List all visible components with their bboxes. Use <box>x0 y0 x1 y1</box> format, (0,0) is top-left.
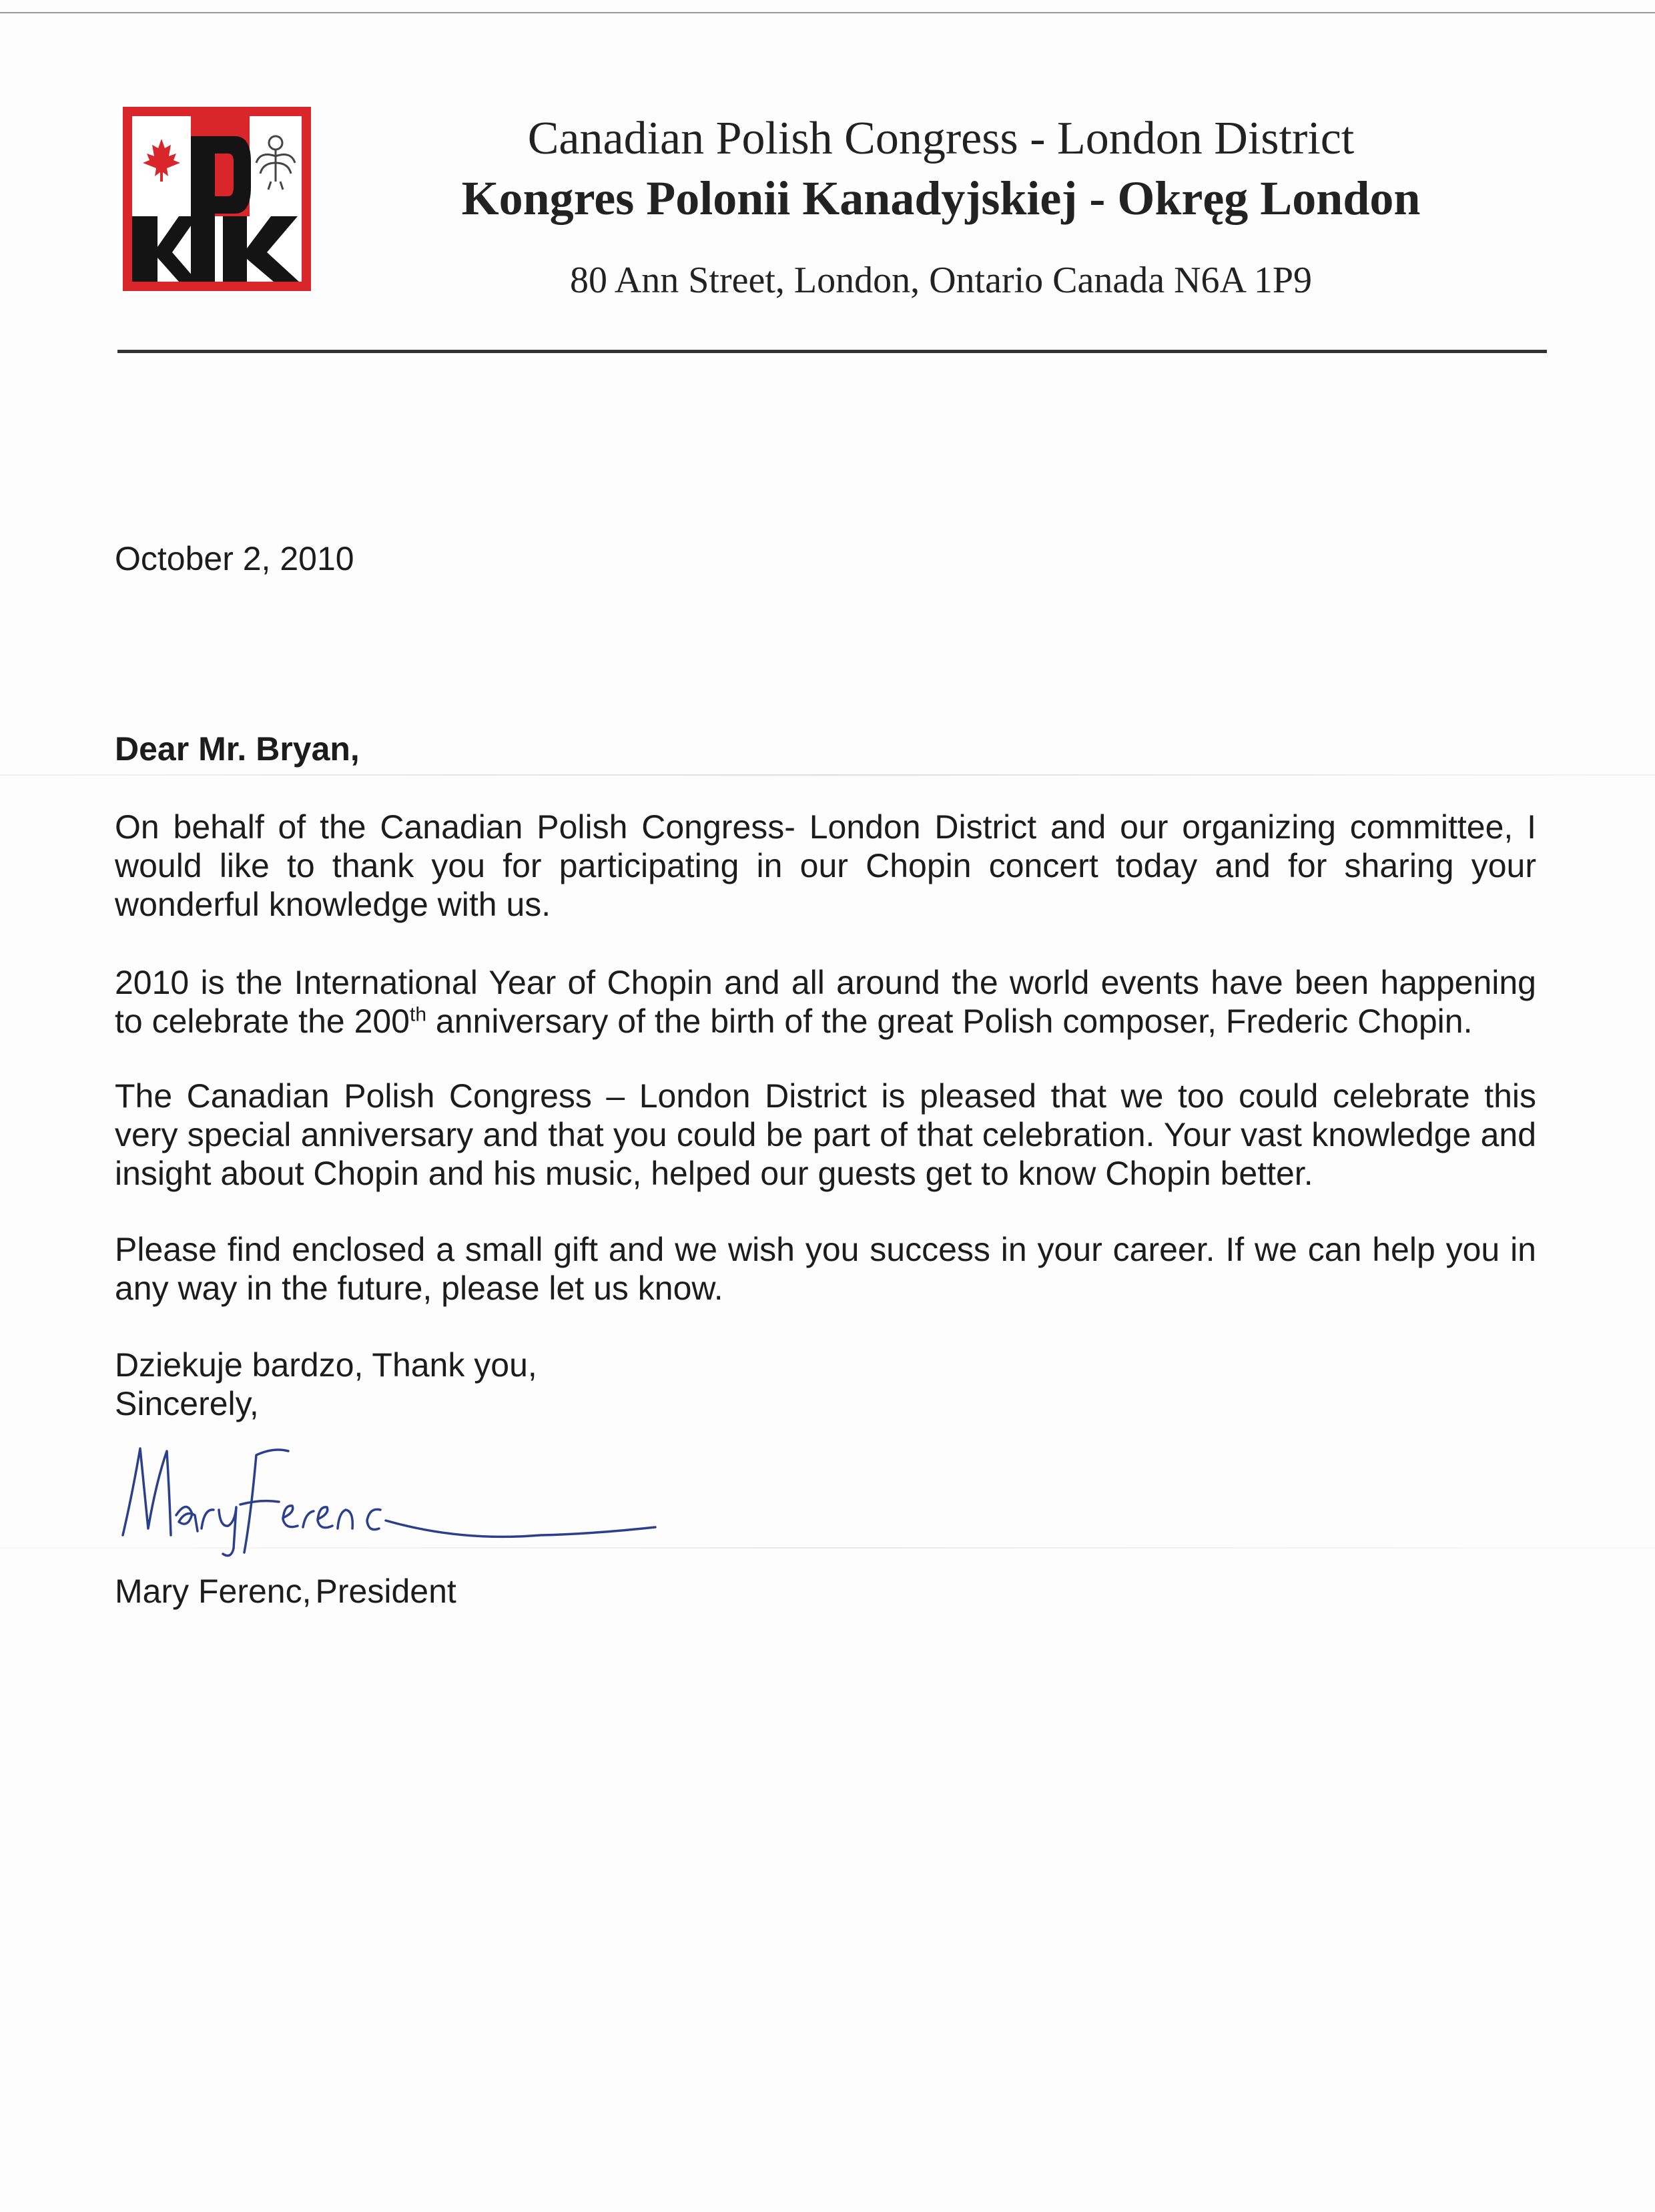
org-address: 80 Ann Street, London, Ontario Canada N6A 1P9 <box>569 260 1313 301</box>
ordinal-superscript: th <box>410 1003 427 1026</box>
closing-thanks: Dziekuje bardzo, Thank you, <box>115 1346 537 1384</box>
org-name-english: Canadian Polish Congress - London District <box>527 113 1355 164</box>
closing-sincerely: Sincerely, <box>115 1385 259 1422</box>
kpk-logo <box>123 107 311 291</box>
fold-crease <box>0 774 1655 776</box>
paragraph-2-text-b: anniversary of the birth of the great Polish composer, Frederic Chopin. <box>426 1003 1473 1040</box>
paragraph-2 <box>115 963 1536 1041</box>
scan-edge-line <box>0 12 1655 13</box>
letterhead-divider <box>117 350 1547 353</box>
letter-date: October 2, 2010 <box>115 540 354 577</box>
org-name-polish: Kongres Polonii Kanadyjskiej - Okręg London <box>461 172 1421 225</box>
fold-crease-lower <box>0 1547 1655 1549</box>
paragraph-1: On behalf of the Canadian Polish Congress- London District and our organizing committee, I would like to thank you for participating in our Chopin concert today and for sharing your wonderful knowledge with us. <box>115 808 1536 923</box>
paragraph-2-text-a: 2010 is the International Year of Chopin and all around the world events have been happening to celebrate the 200 <box>115 964 1536 1040</box>
signature-stroke-mark: , <box>302 1573 312 1610</box>
signer-title: President <box>315 1573 456 1610</box>
paragraph-4: Please find enclosed a small gift and we wish you success in your career. If we can help you in any way in the future, please let us know. <box>115 1231 1536 1307</box>
paragraph-3: The Canadian Polish Congress – London District is pleased that we too could celebrate this very special anniversary and that you could be part of that celebration. Your vast knowledge and insight about Chopin and his music, helped our guests get to know Chopin better. <box>115 1077 1536 1192</box>
signer-name: Mary Ferenc <box>115 1573 302 1610</box>
salutation: Dear Mr. Bryan, <box>115 730 360 768</box>
signer-line <box>115 1572 1536 1611</box>
handwritten-signature <box>113 1435 661 1562</box>
